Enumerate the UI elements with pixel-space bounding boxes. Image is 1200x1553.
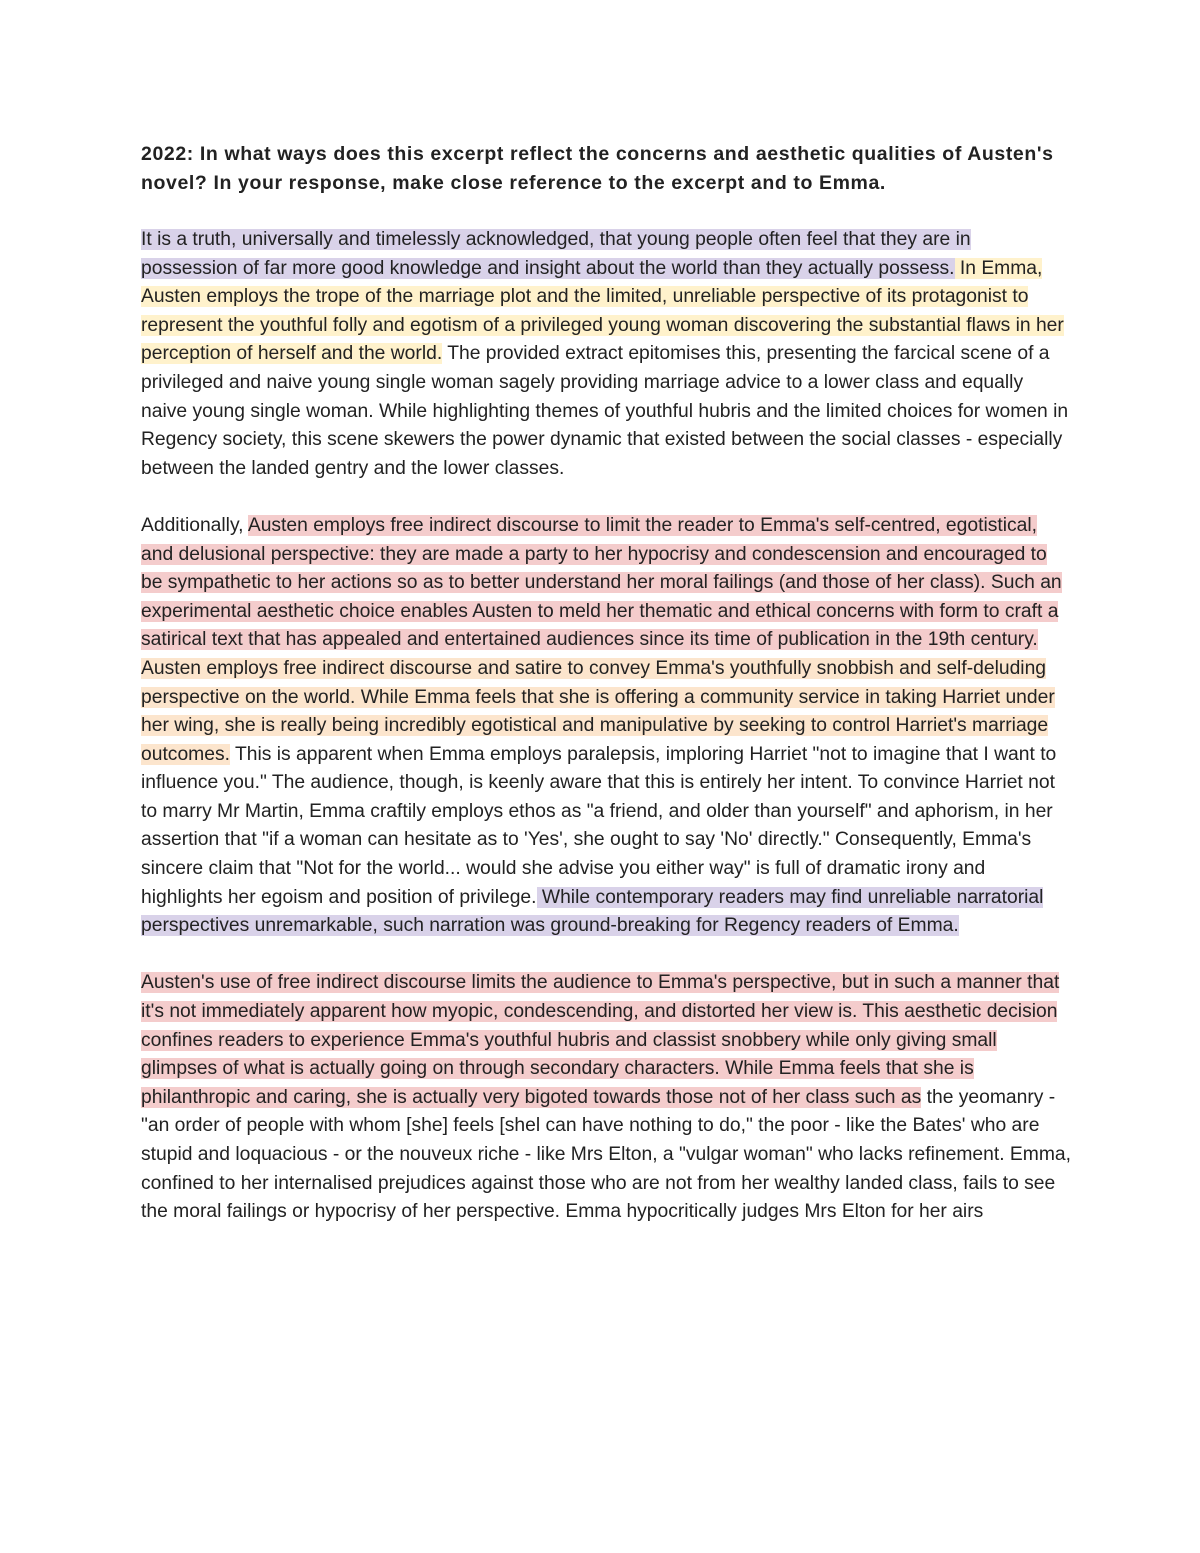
highlight-pink: Austen's use of free indirect discourse limits the audience to Emma's perspective, but in such a manner that it's not immediately apparent how myopic, condescending, and distorted her view is. This aesthetic decision confines readers to experience Emma's youthful hubris and classist snobbery while only giving small glimpses of what is actually going on through secondary characters. While Emma feels that she is philanthropic and caring, she is actually very bigoted towards those not of her class such as (141, 972, 1060, 1108)
paragraph-gap (141, 483, 1071, 512)
highlight-pink: Austen employs free indirect discourse to limit the reader to Emma's self-centred, egotistical, and delusional perspective: they are made a party to her hypocrisy and condescension and encouraged to be sympathetic to her actions so as to better understand her moral failings (and those of her class). Such an experimental aesthetic choice enables Austen to meld her thematic and ethical concerns with form to craft a satirical text that has appealed and entertained audiences since its time of publication in the 19th century. (141, 514, 1062, 651)
paragraph-satire (141, 655, 1071, 941)
paragraph-introduction (141, 226, 1071, 483)
paragraph-free-indirect-discourse (141, 512, 1071, 655)
highlight-yellow: In Emma, Austen employs the trope of the marriage plot and the limited, unreliable perspective of its protagonist to represent the youthful folly and egotism of a privileged young woman discovering the substantial flaws in her perception of herself and the world. (141, 257, 1064, 365)
paragraph-gap (141, 941, 1071, 970)
plain-text: This is apparent when Emma employs paralepsis, imploring Harriet "not to imagine that I want to influence you." The audience, though, is keenly aware that this is entirely her intent. To convince Harriet not to marry Mr Martin, Emma craftily employs ethos as "a friend, and older than yourself" and aphorism, in her assertion that "if a woman can hesitate as to 'Yes', she ought to say 'No' directly." Consequently, Emma's sincere claim that "Not for the world... would she advise you either way" is full of dramatic irony and highlights her egoism and position of privilege. (141, 743, 1057, 908)
highlight-purple: It is a truth, universally and timelessly acknowledged, that young people often feel that they are in possession of far more good knowledge and insight about the world than they actually possess. (141, 229, 971, 279)
highlight-orange: Austen employs free indirect discourse and satire to convey Emma's youthfully snobbish and self-deluding perspective on the world. While Emma feels that she is offering a community service in taking Harriet under her wing, she is really being incredibly egotistical and manipulative by seeking to control Harriet's marriage outcomes. (141, 657, 1055, 765)
highlight-purple: While contemporary readers may find unreliable narratorial perspectives unremarkable, such narration was ground-breaking for Regency readers of Emma. (141, 886, 1044, 937)
plain-text: Additionally, (141, 514, 248, 536)
plain-text: The provided extract epitomises this, presenting the farcical scene of a privileged and naive young single woman sagely providing marriage advice to a lower class and equally naive young single woman. While highlighting themes of youthful hubris and the limited choices for women in Regency society, this scene skewers the power dynamic that existed between the social classes - especially between the landed gentry and the lower classes. (141, 343, 1069, 479)
essay-question-heading: 2022: In what ways does this excerpt reflect the concerns and aesthetic qualities of Austen's novel? In your response, make close reference to the excerpt and to Emma. (141, 143, 1054, 194)
plain-text: the yeomanry - "an order of people with whom [she] feels [shel can have nothing to do," the poor - like the Bates' who are stupid and loquacious - or the nouveux riche - like Mrs Elton, a "vulgar woman" who lacks refinement. Emma, confined to her internalised prejudices against those who are not from her wealthy landed class, fails to see the moral failings or hypocrisy of her perspective. Emma hypocritically judges Mrs Elton for her airs (141, 1086, 1071, 1223)
paragraph-perspective (141, 969, 1071, 1226)
document-body (141, 140, 1071, 1227)
